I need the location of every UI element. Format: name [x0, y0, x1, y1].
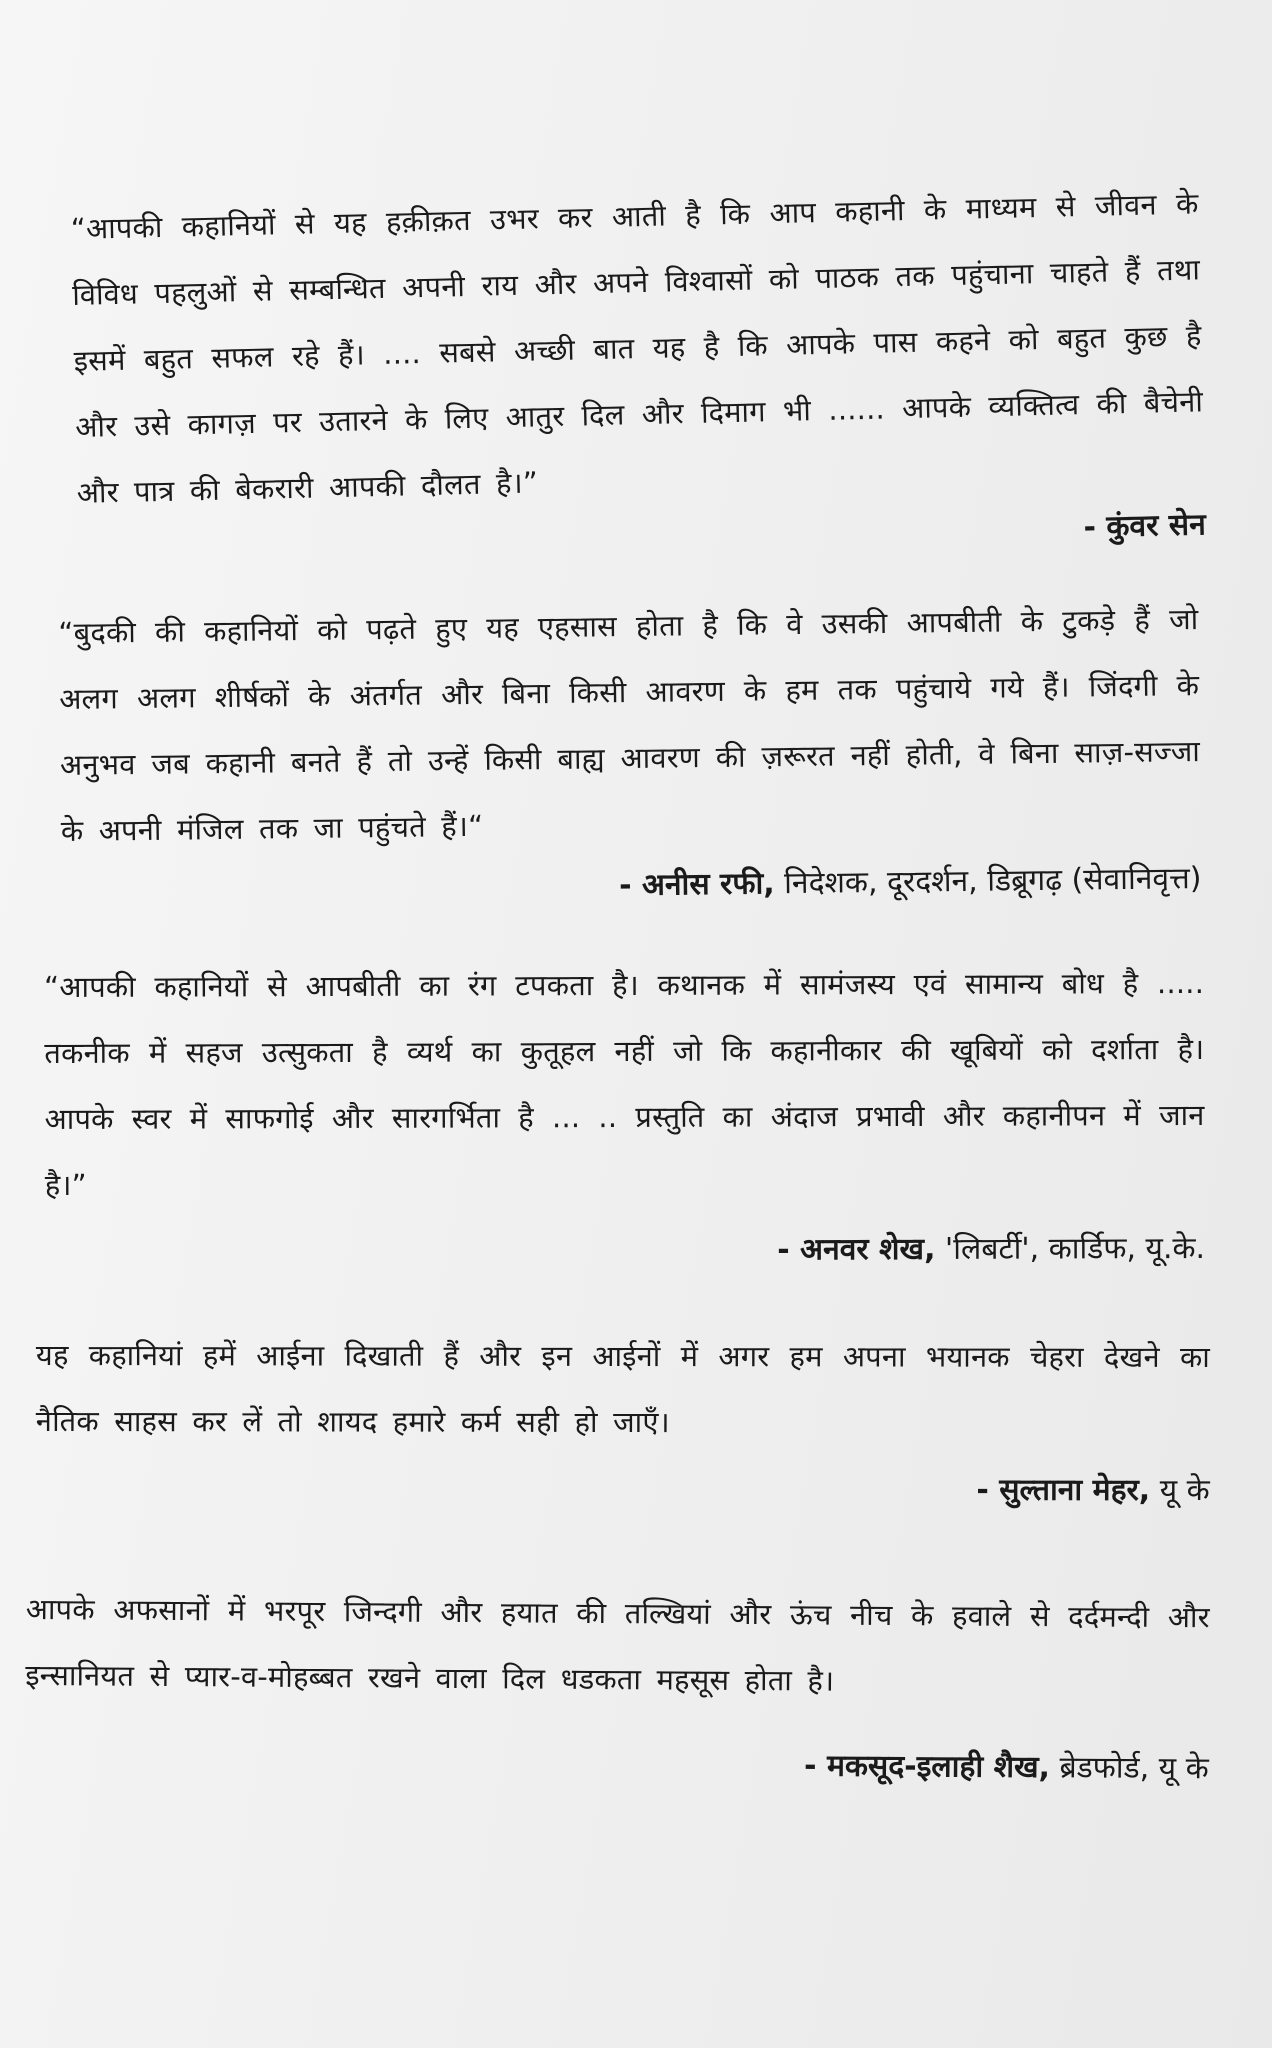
- testimonial-author: - अनवर शेख,: [777, 1231, 936, 1268]
- testimonial-5: [25, 1576, 1210, 1794]
- testimonial-author: - कुंवर सेन: [1083, 507, 1207, 546]
- testimonial-author-detail: निदेशक, दूरदर्शन, डिब्रूगढ़ (सेवानिवृत्त): [774, 861, 1202, 902]
- testimonial-4: [36, 1322, 1210, 1516]
- testimonial-1: [70, 170, 1206, 575]
- testimonial-author: - मकसूद-इलाही शैख,: [803, 1748, 1051, 1786]
- testimonial-author-detail: यू के: [1150, 1472, 1210, 1509]
- testimonial-quote: आपके अफसानों में भरपूर जिन्दगी और हयात की तल्खियां और ऊंच नीच के हवाले से दर्दमन्दी और इन्सानियत से प्यार-व-मोहब्बत रखने वाला दिल धडकता महसूस होता है।: [25, 1591, 1210, 1698]
- testimonial-2: [58, 586, 1202, 918]
- testimonial-author: - अनीस रफी,: [618, 866, 775, 904]
- testimonial-attribution: [61, 854, 1202, 918]
- testimonial-author-detail: 'लिबर्टी', कार्डिफ, यू.के.: [935, 1230, 1206, 1267]
- testimonial-attribution: [25, 1736, 1209, 1794]
- testimonial-author: - सुल्ताना मेहर,: [976, 1472, 1151, 1508]
- testimonial-quote: “आपकी कहानियों से आपबीती का रंग टपकता है। कथानक में सामंजस्य एवं सामान्य बोध है ..... तकनीक में सहज उत्सुकता है व्यर्थ का कुतूहल नहीं जो कि कहानीकार की खूबियों को दर्शाता है। आपके स्वर में साफगोई और सारगर्भिता है ... .. प्रस्तुति का अंदाज प्रभावी और कहानीपन में जान है।”: [44, 965, 1205, 1202]
- testimonial-3: [44, 950, 1205, 1278]
- testimonial-quote: “बुदकी की कहानियों को पढ़ते हुए यह एहसास होता है कि वे उसकी आपबीती के टुकड़े हैं जो अलग अलग शीर्षकों के अंतर्गत और बिना किसी आवरण के हम तक पहुंचाये गये हैं। जिंदगी के अनुभव जब कहानी बनते हैं तो उन्हें किसी बाह्य आवरण की ज़रूरत नहीं होती, वे बिना साज़-सज्जा के अपनी मंजिल तक जा पहुंचते हैं।“: [58, 602, 1201, 848]
- testimonial-quote: यह कहानियां हमें आईना दिखाती हैं और इन आईनों में अगर हम अपना भयानक चेहरा देखने का नैतिक साहस कर लें तो शायद हमारे कर्म सही हो जाएँ।: [35, 1338, 1210, 1440]
- testimonial-attribution: [36, 1464, 1210, 1516]
- testimonial-author-detail: ब्रेडफोर्ड, यू के: [1049, 1750, 1209, 1787]
- testimonial-attribution: [45, 1224, 1205, 1278]
- testimonial-quote: “आपकी कहानियों से यह हक़ीक़त उभर कर आती है कि आप कहानी के माध्यम से जीवन के विविध पहलुओं से सम्बन्धित अपनी राय और अपने विश्वासों को पाठक तक पहुंचाना चाहते हैं तथा इसमें बहुत सफल रहे हैं। .... सबसे अच्छी बात यह है कि आपके पास कहने को बहुत कुछ है और उसे कागज़ पर उतारने के लिए आतुर दिल और दिमाग भी ...... आपके व्यक्तित्व की बैचेनी और पात्र की बेकरारी आपकी दौलत है।”: [70, 186, 1204, 510]
